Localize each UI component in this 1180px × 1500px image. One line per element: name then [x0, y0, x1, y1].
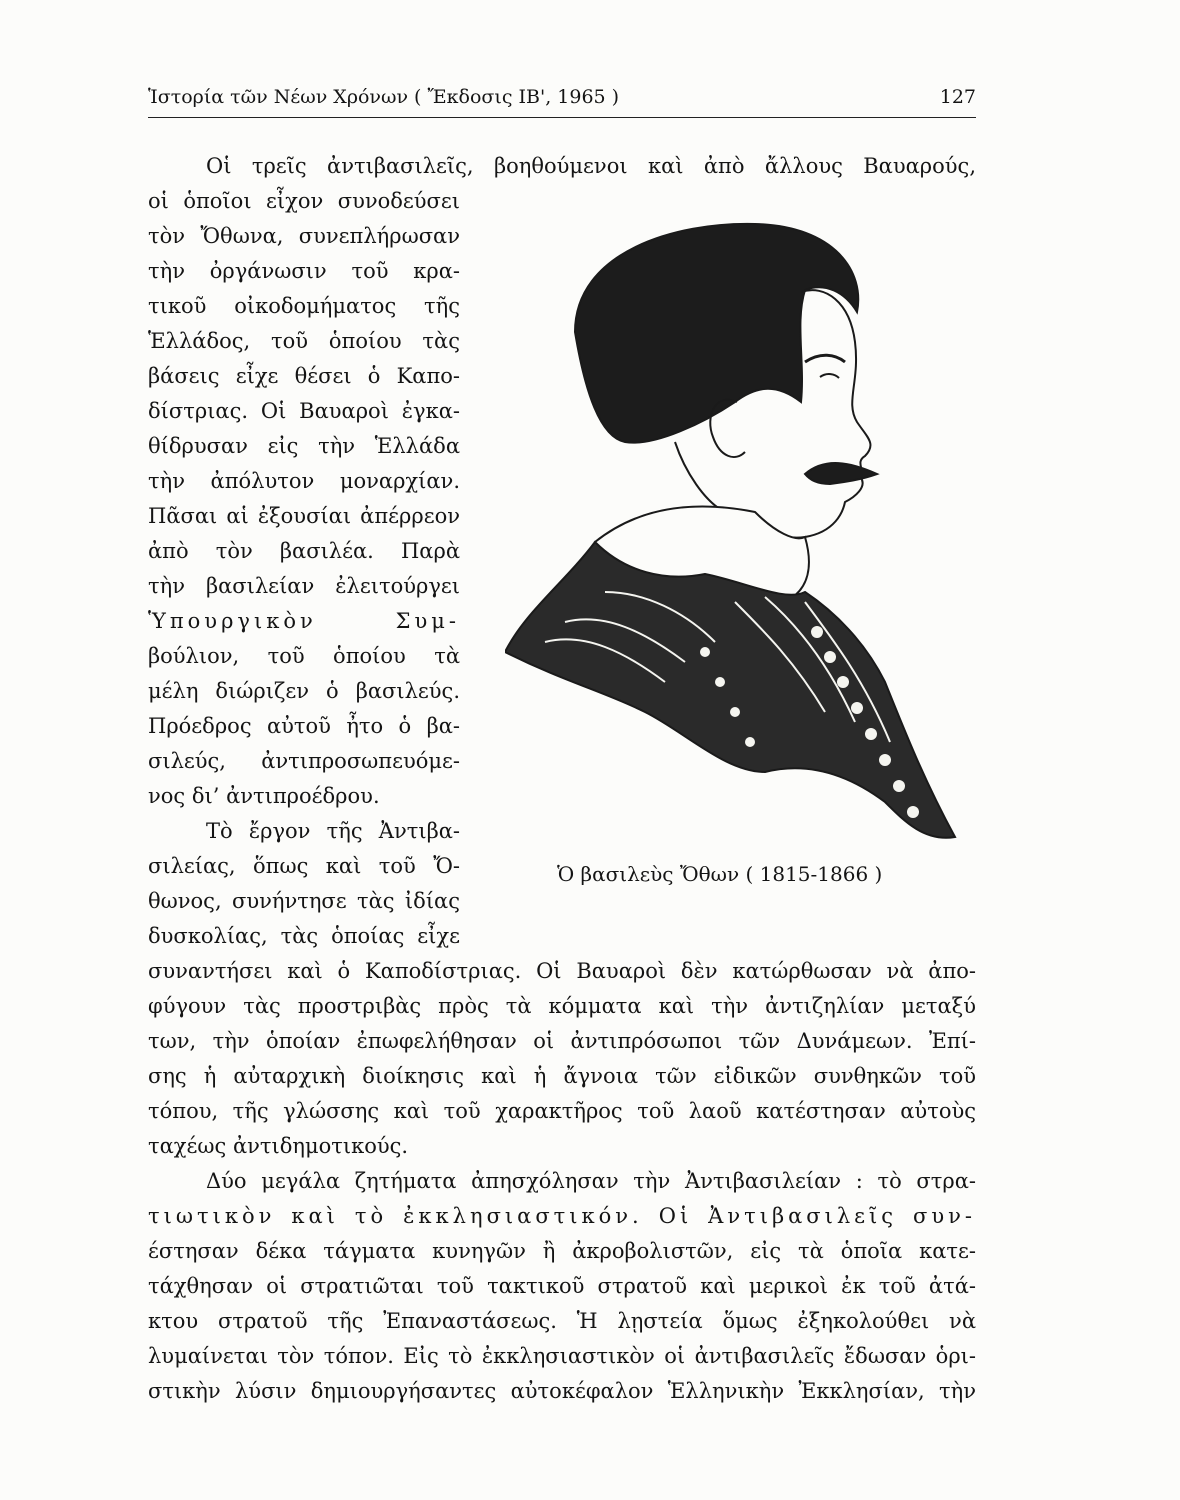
text-line: Πρόεδρος αὐτοῦ ἦτο ὁ βα- — [148, 714, 460, 738]
text-line: τιωτικὸν καὶ τὸ ἐκκλησιαστικόν. Οἱ Ἀντιβασιλεῖς συν- — [148, 1204, 976, 1228]
text-line: Τὸ ἔργον τῆς Ἀντιβα- — [206, 819, 460, 843]
text-line: βάσεις εἶχε θέσει ὁ Καπο- — [148, 364, 460, 388]
text-line: συναντήσει καὶ ὁ Καποδίστριας. Οἱ Βαυαροὶ δὲν κατώρθωσαν νὰ ἀπο- — [148, 959, 976, 983]
text-line: φύγουν τὰς προστριβὰς πρὸς τὰ κόμματα καὶ τὴν ἀντιζηλίαν μεταξύ — [148, 994, 976, 1018]
text-line: τὴν ἀπόλυτον μοναρχίαν. — [148, 469, 460, 493]
text-line: νος δι’ ἀντιπροέδρου. — [148, 784, 380, 808]
text-line: των, τὴν ὁποίαν ἐπωφελήθησαν οἱ ἀντιπρόσωποι τῶν Δυνάμεων. Ἐπί- — [148, 1029, 976, 1053]
text-line: οἱ ὁποῖοι εἶχον συνοδεύσει — [148, 189, 460, 213]
text-line: Ὑπουργικὸν Συμ- — [148, 609, 460, 633]
text-line: κτου στρατοῦ τῆς Ἐπαναστάσεως. Ἡ λῃστεία ὅμως ἐξηκολούθει νὰ — [148, 1309, 976, 1333]
text-line: Ἑλλάδος, τοῦ ὁποίου τὰς — [148, 329, 460, 353]
text-line: στικὴν λύσιν δημιουργήσαντες αὐτοκέφαλον Ἑλληνικὴν Ἐκκλησίαν, τὴν — [148, 1379, 976, 1403]
text-line: τόπου, τῆς γλώσσης καὶ τοῦ χαρακτῆρος τοῦ λαοῦ κατέστησαν αὐτοὺς — [148, 1099, 976, 1123]
figure-caption: Ὁ βασιλεὺς Ὄθων ( 1815-1866 ) — [557, 862, 883, 886]
text-line: ἀπὸ τὸν βασιλέα. Παρὰ — [148, 539, 460, 563]
text-line: ταχέως ἀντιδημοτικούς. — [148, 1134, 409, 1158]
text-line: θωνος, συνήντησε τὰς ἰδίας — [148, 889, 460, 913]
text-line: Δύο μεγάλα ζητήματα ἀπησχόλησαν τὴν Ἀντιβασιλείαν : τὸ στρα- — [206, 1169, 976, 1193]
text-line: τὴν βασιλείαν ἐλειτούργει — [148, 574, 460, 598]
text-line: τάχθησαν οἱ στρατιῶται τοῦ τακτικοῦ στρατοῦ καὶ μερικοὶ ἐκ τοῦ ἀτά- — [148, 1274, 976, 1298]
running-title: Ἱστορία τῶν Νέων Χρόνων ( Ἔκδοσις ΙΒ', 1965 ) — [148, 86, 620, 108]
page-number: 127 — [939, 86, 976, 108]
eye — [820, 374, 839, 378]
text-line: σιλεύς, ἀντιπροσωπευόμε- — [148, 749, 460, 773]
text-line: έστησαν δέκα τάγματα κυνηγῶν ἢ ἀκροβολιστῶν, εἰς τὰ ὁποῖα κατε- — [148, 1239, 976, 1263]
header-rule — [148, 117, 976, 118]
text-line: τὴν ὀργάνωσιν τοῦ κρα- — [148, 259, 460, 283]
text-line: τὸν Ὄθωνα, συνεπλήρωσαν — [148, 224, 460, 248]
text-line: τικοῦ οἰκοδομήματος τῆς — [148, 294, 460, 318]
text-line: δυσκολίας, τὰς ὁποίας εἶχε — [148, 924, 460, 948]
text-line: σης ἡ αὐταρχικὴ διοίκησις καὶ ἡ ἄγνοια τῶν εἰδικῶν συνθηκῶν τοῦ — [148, 1064, 976, 1088]
text-line: Πᾶσαι αἱ ἐξουσίαι ἀπέρρεον — [148, 504, 460, 528]
text-line: βούλιον, τοῦ ὁποίου τὰ — [148, 644, 460, 668]
hair — [575, 224, 858, 443]
text-line: δίστριας. Οἱ Βαυαροὶ ἐγκα- — [148, 399, 460, 423]
text-line: σιλείας, ὅπως καὶ τοῦ Ὄ- — [148, 854, 460, 878]
brow — [805, 355, 845, 362]
portrait-engraving — [505, 212, 967, 852]
text-line: Οἱ τρεῖς ἀντιβασιλεῖς, βοηθούμενοι καὶ ἀπὸ ἄλλους Βαυαρούς, — [206, 154, 976, 178]
embroidered-jacket — [505, 542, 955, 838]
text-line: θίδρυσαν εἰς τὴν Ἑλλάδα — [148, 434, 460, 458]
text-line: λυμαίνεται τὸν τόπον. Εἰς τὸ ἐκκλησιαστικὸν οἱ ἀντιβασιλεῖς ἔδωσαν ὁρι- — [148, 1344, 976, 1368]
moustache — [805, 463, 877, 484]
running-header — [148, 84, 976, 114]
text-line: μέλη διώριζεν ὁ βασιλεύς. — [148, 679, 460, 703]
